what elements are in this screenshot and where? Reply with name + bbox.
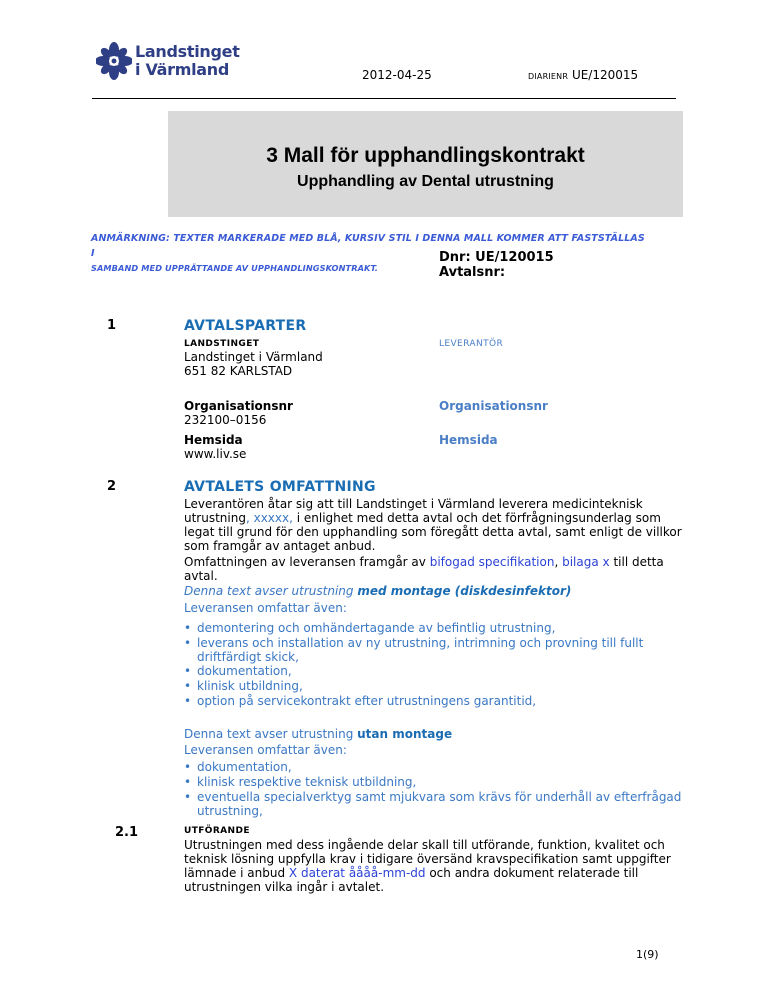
document-subtitle: Upphandling av Dental utrustning (297, 173, 554, 190)
landstinget-address: 651 82 KARLSTAD (184, 364, 293, 378)
with-montage-line: Denna text avser utrustning med montage (diskdesinfektor) (184, 584, 572, 598)
section-2-1-number: 2.1 (115, 825, 139, 840)
note-line-1: ANMÄRKNING: TEXTER MARKERADE MED BLÅ, KURSIV STIL I DENNA MALL KOMMER ATT FASTSTÄLLAS I (91, 233, 645, 259)
specification-link[interactable]: bifogad specifikation (429, 555, 555, 569)
document-date: 2012-04-25 (362, 68, 432, 82)
anbud-date-link[interactable]: X daterat åååå-mm-dd (288, 866, 426, 880)
diarienr (528, 68, 638, 82)
with-montage-intro: Leveransen omfattar även: (184, 601, 347, 615)
avtalsnr-line: Avtalsnr: (439, 265, 506, 280)
template-note (91, 231, 651, 276)
title-box (168, 111, 683, 217)
org-value: 232100–0156 (184, 413, 267, 427)
section-2-1-heading: UTFÖRANDE (184, 826, 250, 836)
list-item: • klinisk utbildning, (184, 679, 684, 693)
list-item: • leverans och installation av ny utrustning, intrimning och provning till fullt driftfärdigt skick, (184, 636, 684, 664)
scope-paragraph-1 (184, 497, 684, 553)
dnr-line: Dnr: UE/120015 (439, 250, 554, 265)
list-item: • klinisk respektive teknisk utbildning, (184, 775, 684, 789)
section-2-1-paragraph (184, 838, 684, 894)
list-item: • eventuella specialverktyg samt mjukvara som krävs för underhåll av efterfrågad utrustning, (184, 790, 684, 818)
scope-p1-line-4: som framgår av antaget anbud. (184, 539, 376, 553)
list-item: • option på servicekontrakt efter utrustningens garantitid, (184, 694, 684, 708)
contract-ids (439, 250, 554, 280)
utforande-line-2: teknisk lösning uppfylla krav i tidigare översänd kravspecifikation samt uppgifter (184, 852, 671, 866)
logo-line-1: Landstinget (135, 42, 240, 61)
without-montage-intro: Leveransen omfattar även: (184, 743, 347, 757)
section-1-number: 1 (107, 318, 117, 333)
landstinget-name: Landstinget i Värmland (184, 350, 323, 364)
without-montage-list (184, 760, 684, 819)
diarienr-label: DIARIENR (528, 72, 569, 81)
logo-text (135, 43, 240, 79)
web-value: www.liv.se (184, 447, 247, 461)
bilaga-link[interactable]: bilaga x (562, 555, 610, 569)
note-line-2: SAMBAND MED UPPRÄTTANDE AV UPPHANDLINGSKONTRAKT. (91, 263, 378, 273)
list-item: • dokumentation, (184, 760, 684, 774)
section-2-number: 2 (107, 479, 117, 494)
with-montage-list (184, 621, 684, 709)
section-2-heading: AVTALETS OMFATTNING (184, 479, 376, 495)
scope-paragraph-2 (184, 555, 684, 583)
page-number: 1(9) (636, 948, 659, 961)
scope-p1-line-3: legat till grund för den upphandling som föregått detta avtal, samt enligt de villkor (184, 525, 682, 539)
diarienr-value: UE/120015 (571, 68, 639, 82)
document-title: 3 Mall för upphandlingskontrakt (266, 144, 585, 167)
list-item: • dokumentation, (184, 664, 684, 678)
org-label: Organisationsnr (184, 399, 293, 413)
landstinget-heading: LANDSTINGET (184, 339, 260, 349)
organization-logo (96, 42, 256, 82)
web-label-leverantor: Hemsida (439, 433, 498, 447)
scope-p1-line-2: utrustning, xxxxx, i enlighet med detta avtal och det förfrågningsunderlag som (184, 511, 661, 525)
scope-p2-line-2: avtal. (184, 569, 218, 583)
header-divider (92, 98, 676, 99)
leverantor-heading: LEVERANTÖR (439, 339, 504, 349)
utforande-line-3: lämnade i anbud X daterat åååå-mm-dd och andra dokument relaterade till (184, 866, 639, 880)
flower-logo-icon (96, 42, 132, 80)
web-label: Hemsida (184, 433, 243, 447)
logo-line-2: i Värmland (135, 60, 230, 79)
scope-p1-line-1: Leverantören åtar sig att till Landstinget i Värmland leverera medicinteknisk (184, 497, 643, 511)
scope-p2-line-1: Omfattningen av leveransen framgår av bifogad specifikation, bilaga x till detta (184, 555, 664, 569)
utforande-line-4: utrustningen vilka ingår i avtalet. (184, 880, 385, 894)
section-1-heading: AVTALSPARTER (184, 318, 307, 334)
without-montage-line: Denna text avser utrustning utan montage (184, 727, 453, 741)
list-item: • demontering och omhändertagande av befintlig utrustning, (184, 621, 684, 635)
utforande-line-1: Utrustningen med dess ingående delar skall till utförande, funktion, kvalitet och (184, 838, 665, 852)
org-label-leverantor: Organisationsnr (439, 399, 548, 413)
